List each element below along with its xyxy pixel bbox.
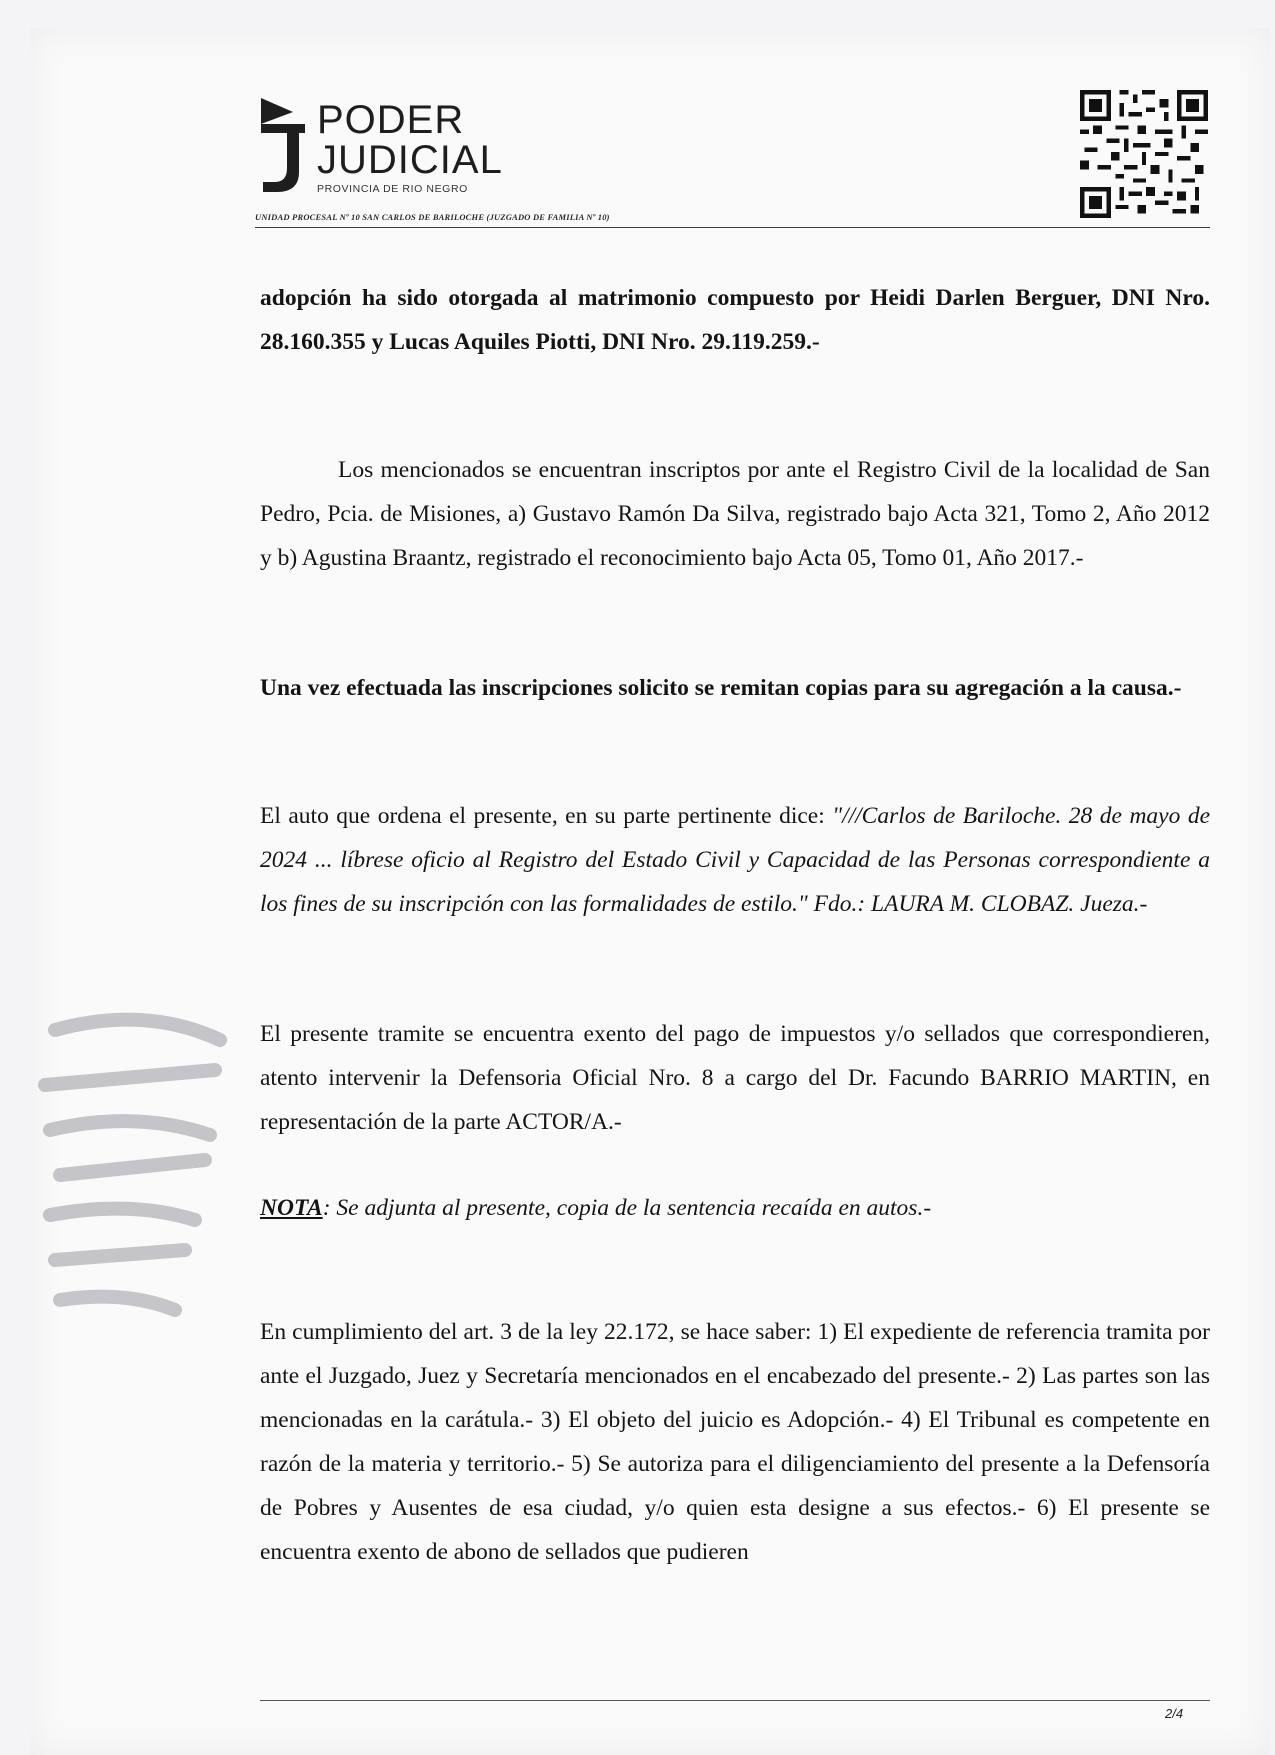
header-rule xyxy=(255,227,1210,228)
paragraph-registration: Los mencionados se encuentran inscriptos por ante el Registro Civil de la localidad de San Pedro, Pcia. de Misiones, a) Gustavo Ramón Da Silva, registrado bajo Acta 321, Tomo 2, Año 2012 y b) Agustina Braantz, registrado el reconocimiento bajo Acta 05, Tomo 01, Año 2017.- xyxy=(260,457,1210,571)
page-number: 2/4 xyxy=(1165,1706,1184,1721)
qr-code-icon xyxy=(1080,90,1208,218)
court-unit-line: UNIDAD PROCESAL Nº 10 SAN CARLOS DE BARILOCHE (JUZGADO DE FAMILIA Nº 10) xyxy=(255,212,610,222)
paragraph-adoption: adopción ha sido otorgada al matrimonio compuesto por Heidi Darlen Berguer, DNI Nro. 28.160.355 y Lucas Aquiles Piotti, DNI Nro. 29.119.259.- xyxy=(260,285,1210,355)
paragraph-copies-request: Una vez efectuada las inscripciones solicito se remitan copias para su agregación a la causa.- xyxy=(260,675,1182,701)
paragraph-court-order xyxy=(260,794,1210,926)
poder-judicial-logo-icon xyxy=(259,94,311,194)
nota-text: : Se adjunta al presente, copia de la sentencia recaída en autos.- xyxy=(322,1195,932,1221)
paragraph-nota xyxy=(260,1186,1210,1230)
logo-line2: JUDICIAL xyxy=(317,138,503,182)
poder-judicial-logo xyxy=(255,90,555,200)
footer-rule xyxy=(260,1700,1210,1701)
court-order-quote: "///Carlos de Bariloche. 28 de mayo de 2024 ... líbrese oficio al Registro del Estado Civil y Capacidad de las Personas correspondiente a los fines de su inscripción con las formalidades de estilo." Fdo.: LAURA M. CLOBAZ. Jueza.- xyxy=(260,803,1210,917)
paragraph-tax-exemption: El presente tramite se encuentra exento del pago de impuestos y/o sellados que correspondieren, atento intervenir la Defensoria Oficial Nro. 8 a cargo del Dr. Facundo BARRIO MARTIN, en representación de la parte ACTOR/A.- xyxy=(260,1021,1210,1135)
logo-subtitle: PROVINCIA DE RIO NEGRO xyxy=(317,183,468,195)
logo-line1: PODER xyxy=(317,98,465,142)
court-order-intro: El auto que ordena el presente, en su parte pertinente dice: xyxy=(260,803,833,829)
paragraph-law-22172: En cumplimiento del art. 3 de la ley 22.172, se hace saber: 1) El expediente de referencia tramita por ante el Juzgado, Juez y Secretaría mencionados en el encabezado del presente.- 2) Las partes son las mencionadas en la carátula.- 3) El objeto del juicio es Adopción.- 4) El Tribunal es competente en razón de la materia y territorio.- 5) Se autoriza para el diligenciamiento del presente a la Defensoría de Pobres y Ausentes de esa ciudad, y/o quien esta designe a sus efectos.- 6) El presente se encuentra exento de abono de sellados que pudieren xyxy=(260,1319,1210,1565)
nota-label: NOTA xyxy=(260,1195,323,1221)
document-header xyxy=(255,90,1210,230)
